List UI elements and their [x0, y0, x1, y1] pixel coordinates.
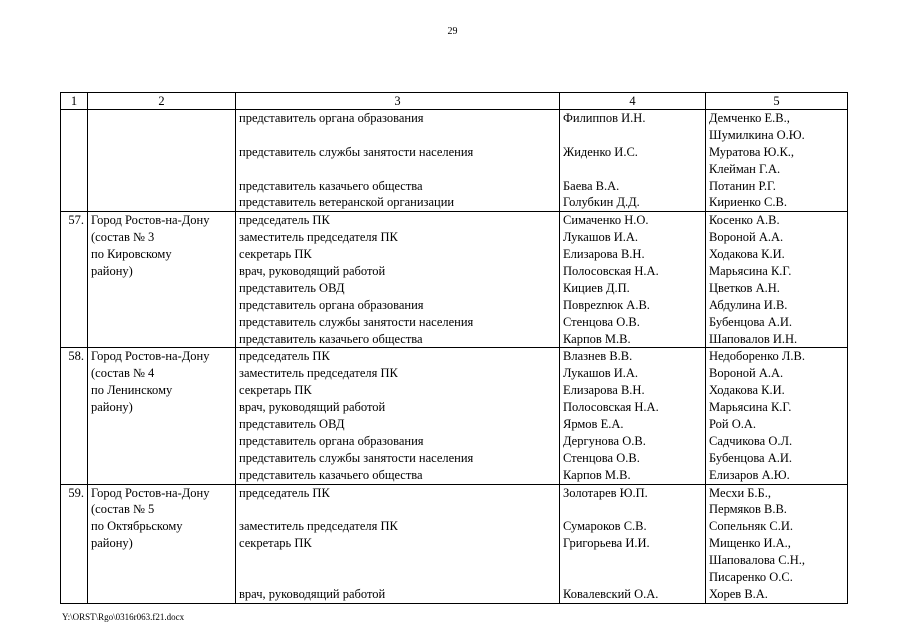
- reserve-name-cell-line: Абдулина И.В.: [709, 297, 788, 312]
- reserve-name-cell-line: Рой О.А.: [709, 417, 757, 432]
- place-cell-line: Город Ростов-на-Дону: [91, 213, 210, 228]
- table-row: [61, 484, 848, 603]
- member-name-cell-line: Баева В.А.: [563, 178, 620, 193]
- reserve-name-cell-line: Цветков А.Н.: [709, 280, 780, 295]
- member-name-cell-line: [563, 552, 702, 569]
- role-cell-line: представитель службы занятости населения: [239, 450, 474, 465]
- role-cell-line: заместитель председателя ПК: [239, 366, 398, 381]
- row-number-text: 58.: [68, 349, 84, 364]
- reserve-name-cell: [706, 484, 848, 603]
- place-cell-line: (состав № 5: [91, 502, 155, 517]
- role-cell-line: врач, руководящий работой: [239, 264, 386, 279]
- place-cell: [88, 348, 236, 484]
- role-cell-line: представитель казачьего общества: [239, 331, 423, 346]
- role-cell-line: [239, 552, 556, 569]
- role-cell-line: [239, 161, 556, 178]
- role-cell-line: представитель ОВД: [239, 417, 345, 432]
- role-cell-line: представитель казачьего общества: [239, 467, 423, 482]
- role-cell-line: [239, 127, 556, 144]
- role-cell: [236, 212, 560, 348]
- place-cell-line: Город Ростов-на-Дону: [91, 349, 210, 364]
- place-cell-line: Город Ростов-на-Дону: [91, 485, 210, 500]
- member-name-cell-line: Дергунова О.В.: [563, 433, 646, 448]
- place-cell-line: (состав № 3: [91, 230, 155, 245]
- row-number: [61, 484, 88, 603]
- member-name-cell-line: Полосовская Н.А.: [563, 400, 659, 415]
- table-row: [61, 212, 848, 348]
- header-cell: 5: [706, 93, 848, 110]
- member-name-cell: [560, 348, 706, 484]
- row-number: [61, 348, 88, 484]
- reserve-name-cell-line: Марьясина К.Г.: [709, 400, 792, 415]
- role-cell-line: представитель ветеранской организации: [239, 195, 455, 210]
- reserve-name-cell-line: Клейман Г.А.: [709, 161, 781, 176]
- row-number: [61, 212, 88, 348]
- table-row: [61, 348, 848, 484]
- role-cell-line: представитель органа образования: [239, 433, 424, 448]
- place-cell: [88, 484, 236, 603]
- role-cell-line: представитель органа образования: [239, 111, 424, 125]
- row-number-text: 59.: [68, 485, 84, 500]
- member-name-cell-line: Ярмов Е.А.: [563, 417, 624, 432]
- place-cell-line: (состав № 4: [91, 366, 155, 381]
- reserve-name-cell-line: Вороной А.А.: [709, 230, 784, 245]
- member-name-cell-line: Елизарова В.Н.: [563, 383, 645, 398]
- role-cell-line: председатель ПК: [239, 213, 330, 228]
- member-name-cell: [560, 110, 706, 212]
- reserve-name-cell: [706, 348, 848, 484]
- place-cell-line: району): [91, 400, 133, 415]
- header-row: [61, 93, 848, 110]
- member-name-cell-line: [563, 569, 702, 586]
- member-name-cell-line: [563, 501, 702, 518]
- member-name-cell: [560, 212, 706, 348]
- page-number: 29: [447, 26, 458, 37]
- role-cell-line: секретарь ПК: [239, 383, 312, 398]
- member-name-cell-line: Карпов М.В.: [563, 467, 631, 482]
- reserve-name-cell-line: Марьясина К.Г.: [709, 264, 792, 279]
- role-cell: [236, 484, 560, 603]
- place-cell-line: по Ленинскому: [91, 383, 173, 398]
- reserve-name-cell-line: Бубенцова А.И.: [709, 450, 793, 465]
- member-name-cell-line: Золотарев Ю.П.: [563, 485, 648, 500]
- place-cell-line: по Кировскому: [91, 247, 172, 262]
- role-cell-line: представитель ОВД: [239, 280, 345, 295]
- place-cell: [88, 110, 236, 212]
- reserve-name-cell-line: Хорев В.А.: [709, 586, 768, 601]
- reserve-name-cell-line: Муратова Ю.К.,: [709, 144, 795, 159]
- place-cell: [88, 212, 236, 348]
- header-cell: 3: [236, 93, 560, 110]
- reserve-name-cell-line: Недоборенко Л.В.: [709, 349, 805, 364]
- row-number-text: 57.: [68, 213, 84, 228]
- role-cell-line: [239, 501, 556, 518]
- role-cell: [236, 110, 560, 212]
- member-name-cell-line: Голубкин Д.Д.: [563, 195, 640, 210]
- member-name-cell-line: Кициев Д.П.: [563, 280, 630, 295]
- role-cell-line: представитель службы занятости населения: [239, 314, 474, 329]
- member-name-cell: [560, 484, 706, 603]
- role-cell-line: врач, руководящий работой: [239, 586, 386, 601]
- place-cell-line: району): [91, 264, 133, 279]
- member-name-cell-line: Лукашов И.А.: [563, 230, 639, 245]
- member-name-cell-line: [563, 127, 702, 144]
- role-cell-line: секретарь ПК: [239, 536, 312, 551]
- reserve-name-cell: [706, 212, 848, 348]
- role-cell-line: [239, 569, 556, 586]
- member-name-cell-line: Ковалевский О.А.: [563, 586, 659, 601]
- member-name-cell-line: Стенцова О.В.: [563, 314, 640, 329]
- place-cell-line: по Октябрьскому: [91, 519, 183, 534]
- commission-table: [60, 92, 848, 604]
- reserve-name-cell-line: Кириенко С.В.: [709, 195, 787, 210]
- reserve-name-cell-line: Демченко Е.В.,: [709, 111, 790, 125]
- role-cell: [236, 348, 560, 484]
- reserve-name-cell-line: Бубенцова А.И.: [709, 314, 793, 329]
- role-cell-line: заместитель председателя ПК: [239, 230, 398, 245]
- reserve-name-cell-line: Пермяков В.В.: [709, 502, 787, 517]
- role-cell-line: представитель органа образования: [239, 297, 424, 312]
- member-name-cell-line: Карпов М.В.: [563, 331, 631, 346]
- file-path-footer: Y:\ORST\Rgo\0316r063.f21.docx: [62, 612, 185, 622]
- reserve-name-cell-line: Писаренко О.С.: [709, 570, 793, 585]
- reserve-name-cell: [706, 110, 848, 212]
- member-name-cell-line: Симаченко Н.О.: [563, 213, 649, 228]
- role-cell-line: секретарь ПК: [239, 247, 312, 262]
- member-name-cell-line: Жиденко И.С.: [563, 144, 638, 159]
- member-name-cell-line: Влазнев В.В.: [563, 349, 633, 364]
- reserve-name-cell-line: Месхи Б.Б.,: [709, 485, 771, 500]
- member-name-cell-line: Филиппов И.Н.: [563, 111, 646, 125]
- reserve-name-cell-line: Шумилкина О.Ю.: [709, 127, 805, 142]
- header-cell: 1: [61, 93, 88, 110]
- table-row: [61, 110, 848, 212]
- row-number-text: [64, 110, 84, 127]
- reserve-name-cell-line: Ходакова К.И.: [709, 247, 785, 262]
- row-number: [61, 110, 88, 212]
- role-cell-line: представитель службы занятости населения: [239, 144, 474, 159]
- member-name-cell-line: Сумароков С.В.: [563, 519, 647, 534]
- header-cell: 2: [88, 93, 236, 110]
- member-name-cell-line: [563, 161, 702, 178]
- reserve-name-cell-line: Сопельняк С.И.: [709, 519, 794, 534]
- reserve-name-cell-line: Шаповалова С.Н.,: [709, 553, 805, 568]
- member-name-cell-line: Полосовская Н.А.: [563, 264, 659, 279]
- role-cell-line: заместитель председателя ПК: [239, 519, 398, 534]
- reserve-name-cell-line: Ходакова К.И.: [709, 383, 785, 398]
- role-cell-line: председатель ПК: [239, 349, 330, 364]
- reserve-name-cell-line: Елизаров А.Ю.: [709, 467, 790, 482]
- reserve-name-cell-line: Садчикова О.Л.: [709, 433, 793, 448]
- member-name-cell-line: Лукашов И.А.: [563, 366, 639, 381]
- header-cell: 4: [560, 93, 706, 110]
- place-cell-line: району): [91, 536, 133, 551]
- reserve-name-cell-line: Вороной А.А.: [709, 366, 784, 381]
- role-cell-line: представитель казачьего общества: [239, 178, 423, 193]
- reserve-name-cell-line: Мищенко И.А.,: [709, 536, 791, 551]
- member-name-cell-line: Стенцова О.В.: [563, 450, 640, 465]
- member-name-cell-line: Повреznюк А.В.: [563, 297, 650, 312]
- reserve-name-cell-line: Потанин Р.Г.: [709, 178, 776, 193]
- role-cell-line: врач, руководящий работой: [239, 400, 386, 415]
- reserve-name-cell-line: Косенко А.В.: [709, 213, 780, 228]
- member-name-cell-line: Григорьева И.И.: [563, 536, 650, 551]
- role-cell-line: председатель ПК: [239, 485, 330, 500]
- reserve-name-cell-line: Шаповалов И.Н.: [709, 331, 798, 346]
- member-name-cell-line: Елизарова В.Н.: [563, 247, 645, 262]
